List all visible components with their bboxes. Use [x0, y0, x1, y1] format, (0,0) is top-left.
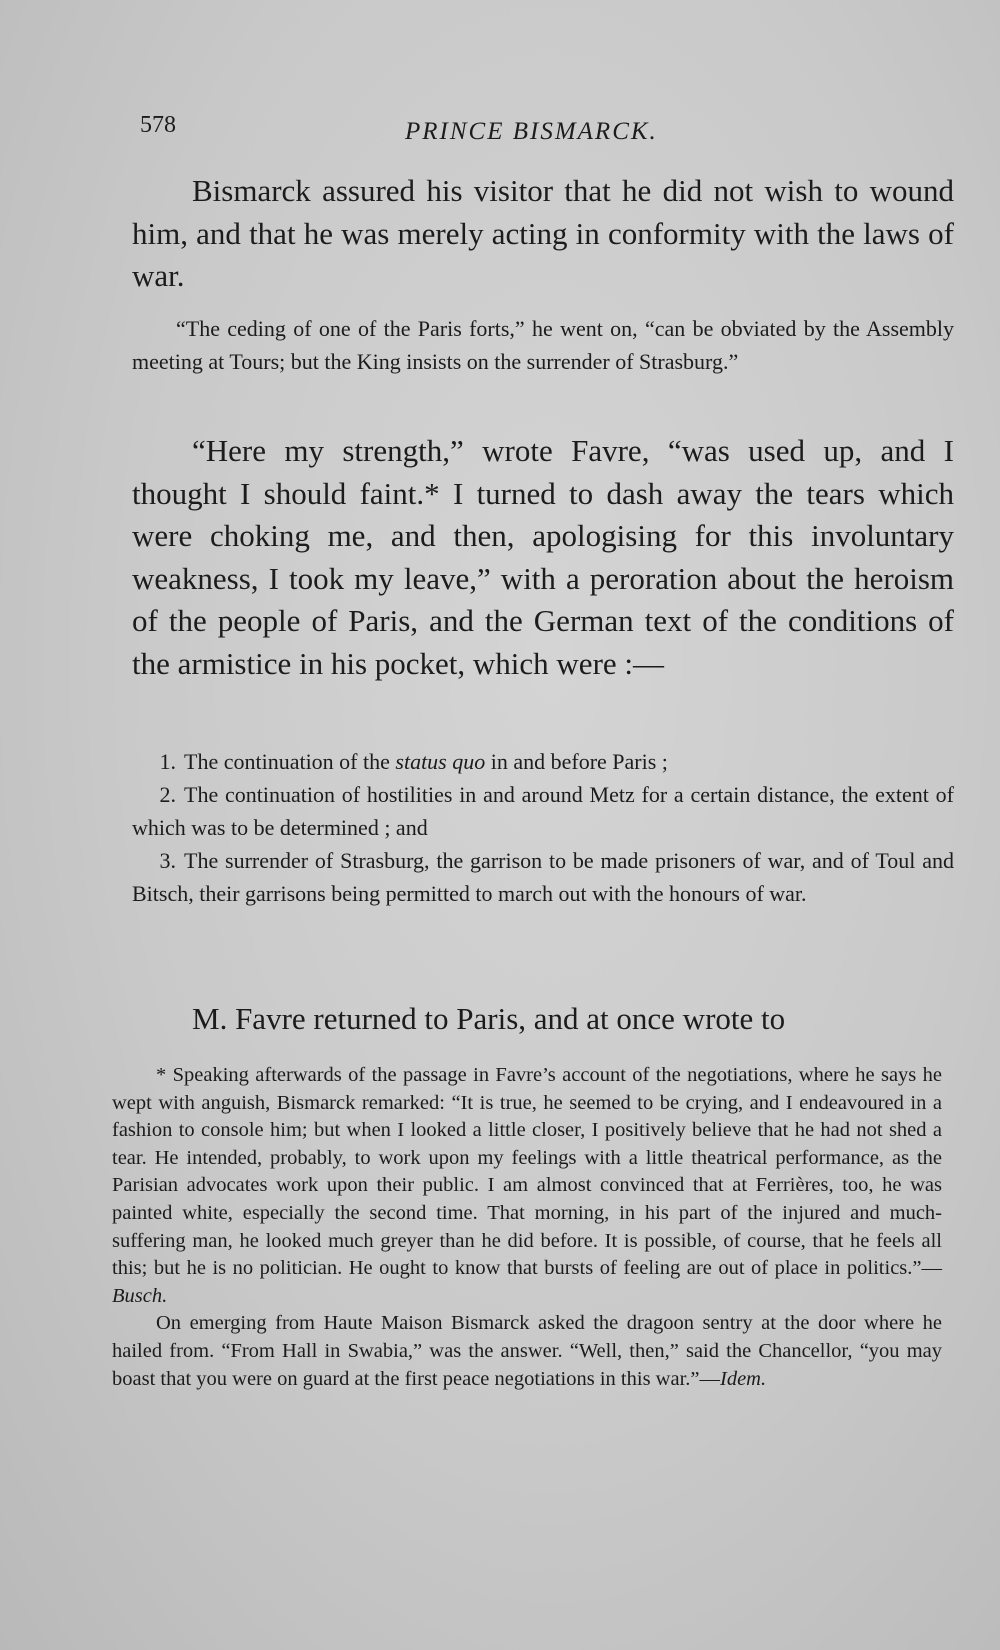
- condition-text: The continuation of the: [184, 749, 396, 774]
- footnote-1-source: Busch.: [112, 1284, 168, 1307]
- condition-number: 1.: [159, 749, 176, 774]
- condition-number: 3.: [159, 848, 176, 873]
- footnote-2-source: Idem.: [720, 1367, 767, 1390]
- condition-italic: status quo: [395, 749, 486, 774]
- condition-number: 2.: [159, 782, 176, 807]
- running-head: PRINCE BISMARCK.: [405, 118, 658, 145]
- footnote-1-text: * Speaking afterwards of the passage in Favre’s account of the negotiations, where he says he wept with anguish, Bismarck remarked: “It is true, he seemed to be crying, and I endeavoured in a fashion to console him; but when I looked a little closer, I positively believe that he had not shed a tear. He intended, probably, to work upon my feelings with a little theatrical performance, as the Parisian advocates work upon their public. I am almost convinced that at Ferrières, too, he was painted white, especially the second time. That morning, in his part of the injured and much-suffering man, he looked much greyer than he did before. It is possible, of course, that he feels all this; but he is no politician. He ought to know that bursts of feeling are out of place in politics.”—: [112, 1064, 942, 1280]
- paragraph-3: [132, 998, 954, 1041]
- footnote-2: [112, 1310, 942, 1393]
- footnote-1: [112, 1062, 942, 1310]
- page-header: [140, 112, 960, 152]
- footnotes: [112, 1062, 942, 1393]
- quote-paragraph: [132, 312, 954, 378]
- condition-text: The continuation of hostilities in and around Metz for a certain distance, the extent of which was to be determined ; and: [132, 782, 954, 840]
- condition-text: The surrender of Strasburg, the garrison to be made prisoners of war, and of Toul and Bitsch, their garrisons being permitted to march out with the honours of war.: [132, 848, 954, 906]
- paragraph-2: [132, 430, 954, 685]
- page-number: 578: [140, 112, 176, 138]
- paragraph-1-text: Bismarck assured his visitor that he did not wish to wound him, and that he was merely acting in conformity with the laws of war.: [132, 173, 954, 293]
- paragraph-1: [132, 170, 954, 298]
- condition-item: [132, 778, 954, 844]
- conditions-list: [132, 745, 954, 910]
- condition-item: [132, 745, 954, 778]
- paragraph-2-text: “Here my strength,” wrote Favre, “was used up, and I thought I should faint.* I turned to dash away the tears which were choking me, and then, apologising for this involuntary weakness, I took my leave,” with a peroration about the heroism of the people of Paris, and the German text of the conditions of the armistice in his pocket, which were :—: [132, 433, 954, 681]
- condition-text-end: in and before Paris ;: [485, 749, 668, 774]
- paragraph-3-text: M. Favre returned to Paris, and at once wrote to: [192, 1001, 786, 1036]
- condition-item: [132, 844, 954, 910]
- quote-paragraph-text: “The ceding of one of the Paris forts,” he went on, “can be obviated by the Assembly meeting at Tours; but the King insists on the surrender of Strasburg.”: [132, 316, 954, 374]
- footnote-2-text: On emerging from Haute Maison Bismarck asked the dragoon sentry at the door where he hailed from. “From Hall in Swabia,” was the answer. “Well, then,” said the Chancellor, “you may boast that you were on guard at the first peace negotiations in this war.”—: [112, 1312, 942, 1390]
